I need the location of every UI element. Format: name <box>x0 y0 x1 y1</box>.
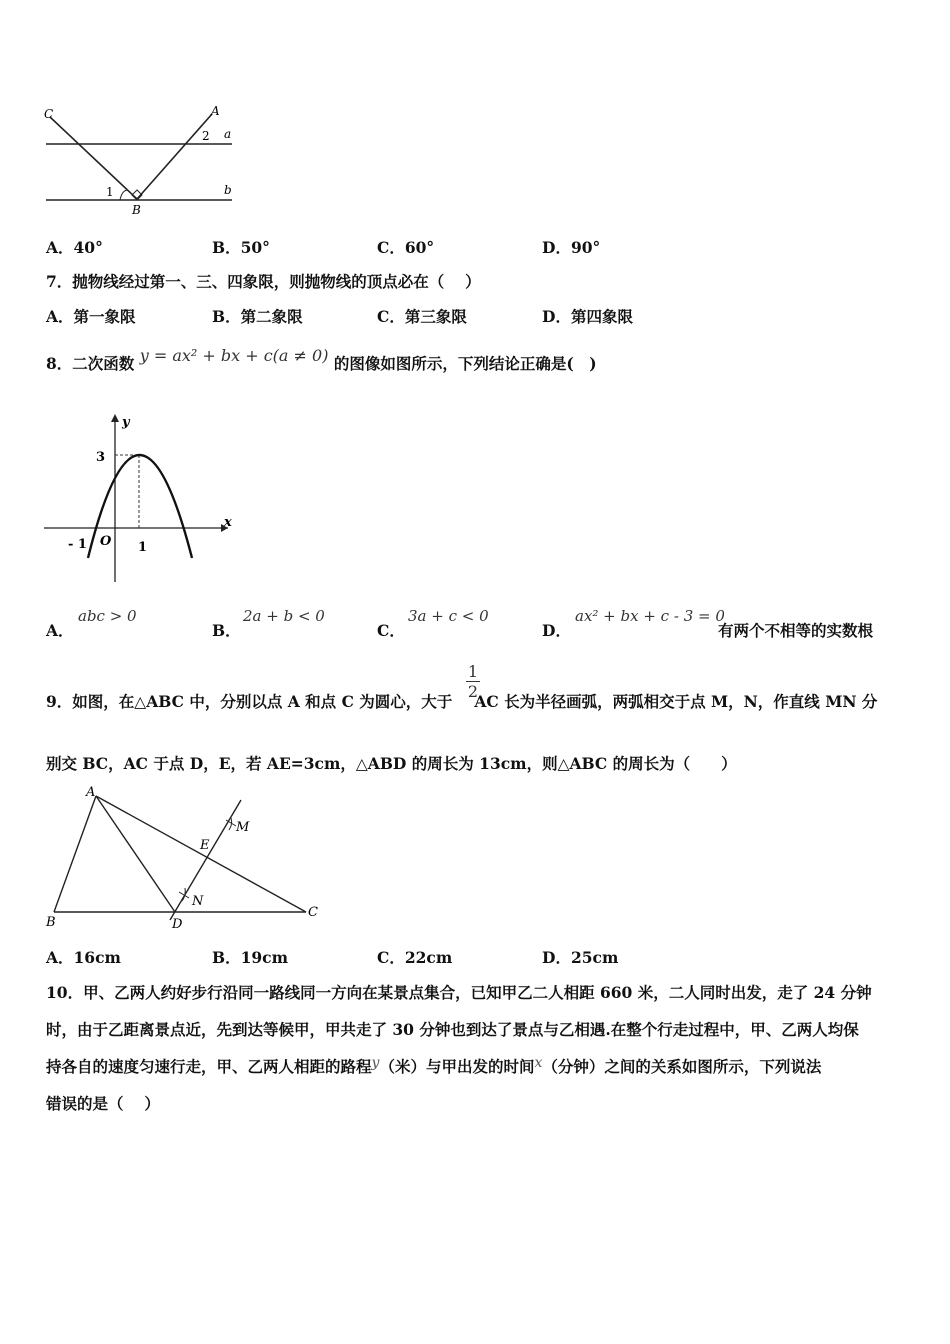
q6-option-d[interactable]: D．90° <box>542 238 601 257</box>
q10-line3-b: （米）与甲出发的时间 <box>379 1057 535 1076</box>
label-N: N <box>192 894 204 909</box>
q10-var-x: x <box>534 1055 543 1071</box>
line-MN <box>170 800 241 920</box>
tick-label-1: 1 <box>138 540 148 555</box>
segment-CB <box>50 117 137 199</box>
angle-1-arc <box>120 190 128 200</box>
tick-label-3: 3 <box>96 450 106 465</box>
q10-line3 <box>46 1055 821 1077</box>
parabola-graph <box>40 408 240 586</box>
q9-stem-part2: AC 长为半径画弧，两弧相交于点 M，N，作直线 MN 分 <box>474 692 878 711</box>
y-axis-label: y <box>122 415 130 430</box>
label-A: A <box>86 785 96 800</box>
q8-option-b[interactable] <box>212 619 241 641</box>
label-D: D <box>172 917 183 932</box>
q10-line1: 10．甲、乙两人约好步行沿同一路线同一方向在某景点集合，已知甲乙二人相距 660 米，二人同时出发，走了 24 分钟 <box>46 983 872 1002</box>
q9-stem-part1: 9．如图，在△ABC 中，分别以点 A 和点 C 为圆心，大于 <box>46 692 453 711</box>
q9-option-d[interactable]: D．25cm <box>542 948 619 967</box>
q7-option-d[interactable]: D．第四象限 <box>542 307 633 326</box>
label-B: B <box>46 915 56 930</box>
q8-option-b-math: 2a + b < 0 <box>243 607 325 625</box>
q8-option-c-math: 3a + c < 0 <box>408 607 489 625</box>
q9-fraction-numerator: 1 <box>467 662 479 681</box>
q8-formula: y = ax² + bx + c(a ≠ 0) <box>139 346 329 365</box>
label-A: A <box>211 104 220 118</box>
q8-stem <box>46 346 597 374</box>
q10-line4: 错误的是（ ） <box>46 1094 160 1113</box>
label-C: C <box>44 107 54 121</box>
q6-option-c[interactable]: C．60° <box>377 238 435 257</box>
q8-suffix: 的图像如图所示，下列结论正确是( ) <box>333 354 597 373</box>
label-E: E <box>200 838 210 853</box>
label-2: 2 <box>202 129 210 143</box>
segment-AD <box>96 796 175 912</box>
label-M: M <box>236 820 250 835</box>
label-B: B <box>132 203 141 217</box>
q9-option-c[interactable]: C．22cm <box>377 948 453 967</box>
q8-option-d[interactable] <box>542 619 571 641</box>
q10-line3-c: （分钟）之间的关系如图所示，下列说法 <box>542 1057 822 1076</box>
y-axis-arrow <box>111 414 119 422</box>
q8-option-c-label: C． <box>377 621 405 640</box>
label-b: b <box>224 183 232 197</box>
parallel-lines-figure <box>40 102 240 220</box>
label-a: a <box>224 127 232 141</box>
q8-prefix: 8．二次函数 <box>46 354 135 373</box>
q10-var-y: y <box>371 1055 380 1071</box>
q8-option-d-label: D． <box>542 621 571 640</box>
q8-option-a-math: abc > 0 <box>78 607 137 625</box>
q6-option-a[interactable]: A．40° <box>46 238 103 257</box>
segment-AB <box>54 796 96 912</box>
q9-fraction-denominator: 2 <box>467 682 479 701</box>
q9-stem-line1 <box>46 690 877 712</box>
q8-option-b-label: B． <box>212 621 241 640</box>
q9-stem-line2: 别交 BC，AC 于点 D，E，若 AE=3cm，△ABD 的周长为 13cm，则△ABC 的周长为（ ） <box>46 754 737 773</box>
q9-option-b[interactable]: B．19cm <box>212 948 289 967</box>
q8-option-d-text: 有两个不相等的实数根 <box>718 621 874 640</box>
q10-line3-a: 持各自的速度匀速行走，甲、乙两人相距的路程 <box>46 1057 372 1076</box>
label-1: 1 <box>106 185 114 199</box>
x-axis-label: x <box>224 515 232 530</box>
label-C: C <box>308 905 318 920</box>
q10-line2: 时，由于乙距离景点近，先到达等候甲，甲共走了 30 分钟也到达了景点与乙相遇.在整个行走过程中，甲、乙两人均保 <box>46 1020 859 1039</box>
q8-option-a[interactable] <box>46 619 74 641</box>
q7-option-b[interactable]: B．第二象限 <box>212 307 303 326</box>
origin-label: O <box>100 534 112 549</box>
q8-option-a-label: A． <box>46 621 74 640</box>
q7-stem: 7．抛物线经过第一、三、四象限，则抛物线的顶点必在（ ） <box>46 272 481 291</box>
q7-option-a[interactable]: A．第一象限 <box>46 307 136 326</box>
q6-option-b[interactable]: B．50° <box>212 238 270 257</box>
tick-label-neg1: - 1 <box>68 537 87 552</box>
triangle-figure <box>40 780 330 932</box>
segment-AB <box>137 114 212 199</box>
q8-option-d-math: ax² + bx + c - 3 = 0 <box>575 607 725 625</box>
q9-option-a[interactable]: A．16cm <box>46 948 121 967</box>
q7-option-c[interactable]: C．第三象限 <box>377 307 467 326</box>
q8-option-c[interactable] <box>377 619 405 641</box>
